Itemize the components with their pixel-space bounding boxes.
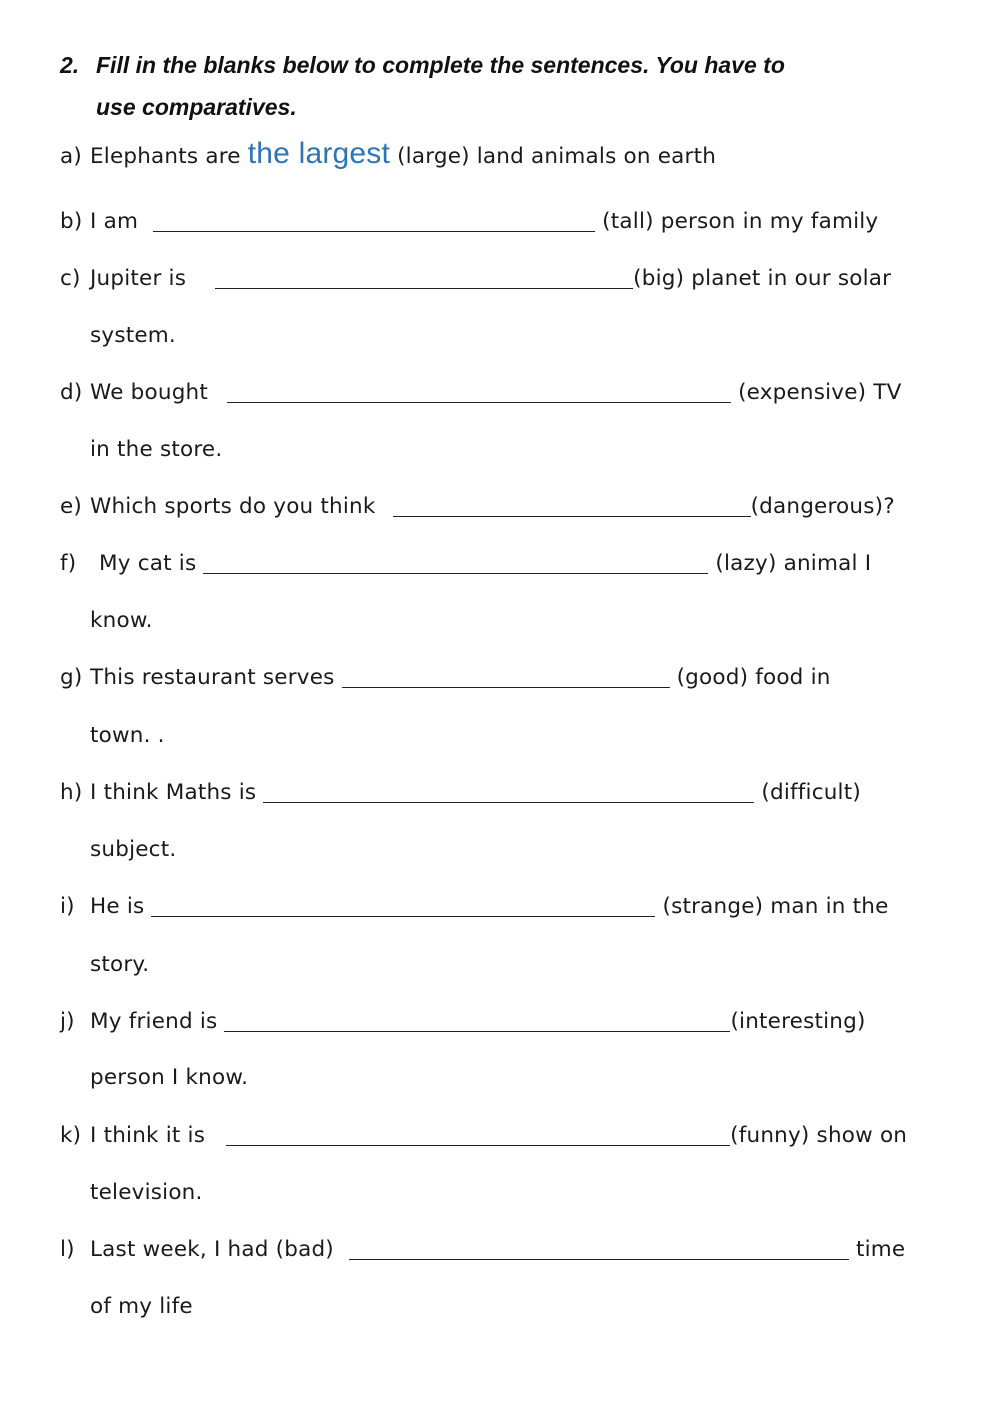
sentence-h xyxy=(60,773,861,813)
sentence-g-continued: town. . xyxy=(90,723,165,748)
sentence-f-continued: know. xyxy=(90,608,153,633)
answer-blank[interactable] xyxy=(215,287,633,289)
sentence-j xyxy=(60,1002,866,1042)
sentence-text: (big) planet in our solar xyxy=(633,266,892,291)
sentence-text: (tall) person in my family xyxy=(595,209,879,234)
sentence-text: Elephants are xyxy=(90,144,248,169)
sentence-text: (difficult) xyxy=(754,780,861,805)
sentence-k xyxy=(60,1116,907,1156)
sentence-text: (expensive) TV xyxy=(731,380,902,405)
answer-blank[interactable] xyxy=(342,686,670,688)
sentence-text: (large) land animals on earth xyxy=(390,144,717,169)
item-label: k) xyxy=(60,1123,82,1148)
sentence-h-continued: subject. xyxy=(90,837,177,862)
instructions xyxy=(60,44,940,128)
sentence-text: (funny) show on xyxy=(730,1123,908,1148)
instruction-line-1: Fill in the blanks below to complete the sentences. You have to xyxy=(96,52,785,78)
sentence-f xyxy=(60,544,871,584)
sentence-k-continued: television. xyxy=(90,1180,203,1205)
sentence-text: (lazy) animal I xyxy=(708,551,872,576)
answer-blank[interactable] xyxy=(151,915,655,917)
sentence-text: Jupiter is xyxy=(90,266,194,291)
sentence-text: This restaurant serves xyxy=(90,665,342,690)
sentence-a xyxy=(60,134,716,174)
answer-blank[interactable] xyxy=(349,1258,849,1260)
sentence-c-continued: system. xyxy=(90,323,176,348)
instruction-line-2: use comparatives. xyxy=(96,94,297,120)
sentence-g xyxy=(60,658,831,698)
sentence-text: time xyxy=(848,1237,906,1262)
sentence-text: My cat is xyxy=(99,551,204,576)
item-label: c) xyxy=(60,266,81,291)
item-label: b) xyxy=(60,209,83,234)
sentence-text: (strange) man in the xyxy=(655,894,889,919)
sentence-l-continued: of my life xyxy=(90,1294,193,1319)
sentence-d-continued: in the store. xyxy=(90,437,223,462)
sentence-text: We bought xyxy=(90,380,216,405)
item-label: l) xyxy=(60,1237,75,1262)
item-label: j) xyxy=(60,1009,75,1034)
sentence-text: (interesting) xyxy=(730,1009,866,1034)
sentence-i xyxy=(60,887,889,927)
sentence-text: I think Maths is xyxy=(90,780,264,805)
sentence-text: (good) food in xyxy=(669,665,831,690)
sentence-text: Which sports do you think xyxy=(90,494,383,519)
sentence-c xyxy=(60,259,891,299)
sentence-text: I am xyxy=(90,209,146,234)
sentence-b xyxy=(60,202,878,242)
answer-blank[interactable] xyxy=(393,515,751,517)
item-label: d) xyxy=(60,380,83,405)
item-label: g) xyxy=(60,665,83,690)
question-number: 2. xyxy=(60,52,80,78)
sentence-text: (dangerous)? xyxy=(750,494,895,519)
sentence-j-continued: person I know. xyxy=(90,1065,249,1090)
item-label: i) xyxy=(60,894,75,919)
answer-blank[interactable] xyxy=(203,572,708,574)
item-label: h) xyxy=(60,780,83,805)
sentence-text: My friend is xyxy=(90,1009,225,1034)
answer-blank[interactable] xyxy=(153,230,595,232)
sentence-text: Last week, I had (bad) xyxy=(90,1237,341,1262)
answer-blank[interactable] xyxy=(227,401,731,403)
item-label: f) xyxy=(60,551,77,576)
item-label: e) xyxy=(60,494,83,519)
sentence-e xyxy=(60,487,895,527)
answer-blank[interactable] xyxy=(226,1144,730,1146)
answer-blank[interactable] xyxy=(263,801,754,803)
item-label: a) xyxy=(60,144,82,169)
sentence-d xyxy=(60,373,902,413)
sentence-l xyxy=(60,1230,905,1270)
sentence-text: I think it is xyxy=(90,1123,213,1148)
sentence-text: He is xyxy=(90,894,152,919)
answer-blank[interactable] xyxy=(224,1030,730,1032)
answer-text: the largest xyxy=(247,137,391,170)
sentence-i-continued: story. xyxy=(90,952,150,977)
